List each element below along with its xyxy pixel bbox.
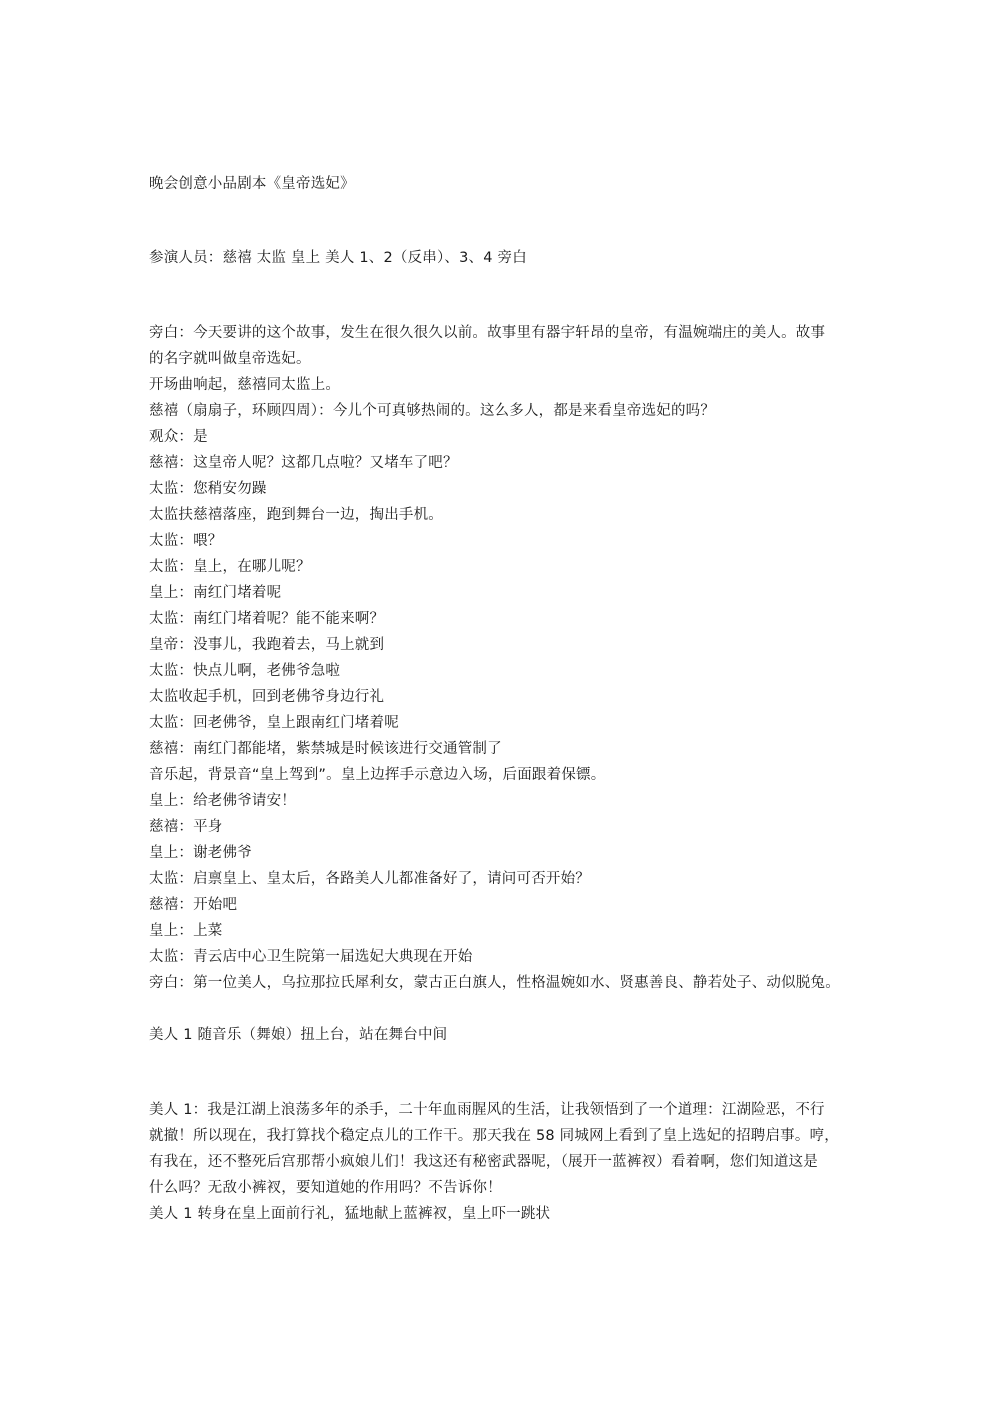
- script-line: 太监：回老佛爷，皇上跟南红门堵着呢: [149, 715, 399, 731]
- script-line: 就撤！所以现在，我打算找个稳定点儿的工作干。那天我在 58 同城网上看到了皇上选妃的招聘启事。哼，: [149, 1128, 839, 1144]
- script-line: 慈禧：南红门都能堵，紫禁城是时候该进行交通管制了: [149, 741, 502, 757]
- script-line: 慈禧：平身: [149, 819, 223, 835]
- script-line: 太监：南红门堵着呢？能不能来啊？: [149, 611, 385, 627]
- script-line: 皇上：南红门堵着呢: [149, 585, 282, 601]
- script-line: 皇帝：没事儿，我跑着去，马上就到: [149, 637, 385, 653]
- script-line: 皇上：给老佛爷请安！: [149, 793, 296, 809]
- stage-direction: 美人 1 随音乐（舞娘）扭上台，站在舞台中间: [149, 1027, 448, 1043]
- script-line: 太监：皇上，在哪儿呢？: [149, 559, 311, 575]
- script-line: 观众：是: [149, 429, 208, 445]
- script-line: 慈禧：开始吧: [149, 897, 238, 913]
- script-line: 皇上：上菜: [149, 923, 223, 939]
- script-line: 太监：您稍安勿躁: [149, 481, 267, 497]
- script-line: 太监收起手机，回到老佛爷身边行礼: [149, 689, 385, 705]
- script-line: 太监：喂？: [149, 533, 223, 549]
- script-line: 什么吗？无敌小裤衩，要知道她的作用吗？不告诉你！: [149, 1180, 502, 1196]
- script-line: 开场曲响起，慈禧同太监上。: [149, 377, 341, 393]
- script-line: 太监：青云店中心卫生院第一届选妃大典现在开始: [149, 949, 473, 965]
- script-line: 太监扶慈禧落座，跑到舞台一边，掏出手机。: [149, 507, 443, 523]
- script-line: 美人 1 转身在皇上面前行礼，猛地献上蓝裤衩，皇上吓一跳状: [149, 1206, 551, 1222]
- script-line: 音乐起，背景音“皇上驾到”。皇上边挥手示意边入场，后面跟着保镖。: [149, 767, 606, 783]
- script-line: 的名字就叫做皇帝选妃。: [149, 351, 311, 367]
- script-line: 慈禧：这皇帝人呢？这都几点啦？又堵车了吧？: [149, 455, 458, 471]
- script-line: 旁白：今天要讲的这个故事，发生在很久很久以前。故事里有器宇轩昂的皇帝，有温婉端庄的美人。故事: [149, 325, 826, 341]
- script-line: 旁白：第一位美人，乌拉那拉氏犀利女，蒙古正白旗人，性格温婉如水、贤惠善良、静若处子、动似脱兔。: [149, 975, 840, 991]
- document-title: 晚会创意小品剧本《皇帝选妃》: [149, 176, 355, 192]
- script-line: 太监：启禀皇上、皇太后，各路美人儿都准备好了，请问可否开始？: [149, 871, 590, 887]
- script-line: 慈禧（扇扇子，环顾四周）：今儿个可真够热闹的。这么多人，都是来看皇帝选妃的吗？: [149, 403, 716, 419]
- script-line: 有我在，还不整死后宫那帮小疯娘儿们！我这还有秘密武器呢，（展开一蓝裤衩）看着啊，您们知道这是: [149, 1154, 818, 1170]
- script-line: 皇上：谢老佛爷: [149, 845, 252, 861]
- cast-list: 参演人员：慈禧 太监 皇上 美人 1、2（反串）、3、4 旁白: [149, 250, 527, 266]
- script-line: 美人 1：我是江湖上浪荡多年的杀手，二十年血雨腥风的生活，让我领悟到了一个道理：江湖险恶，不行: [149, 1102, 825, 1118]
- script-line: 太监：快点儿啊，老佛爷急啦: [149, 663, 341, 679]
